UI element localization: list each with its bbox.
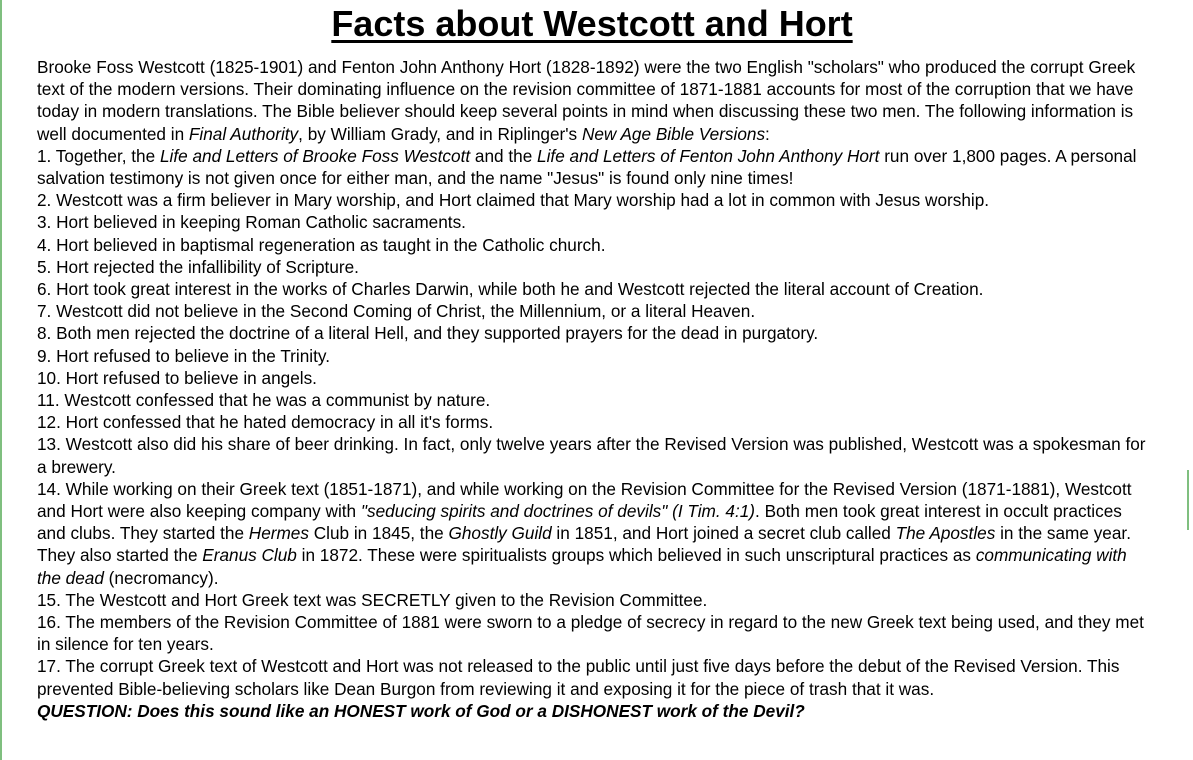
fact-item [37,433,1147,477]
text-run: and the [470,145,538,166]
closing-question: QUESTION: Does this sound like an HONEST work of God or a DISHONEST work of the Devil? [37,700,805,721]
page-title: Facts about Westcott and Hort [331,3,853,44]
text-run: 13. Westcott also did his share of beer drinking. In fact, only twelve years after the Revised Version was published, Westcott was a spokesman for a brewery. [37,434,1146,477]
fact-item [37,611,1147,655]
text-run: 8. Both men rejected the doctrine of a literal Hell, and they supported prayers for the dead in purgatory. [37,323,819,344]
document-body [37,56,1147,722]
document-page [37,0,1147,722]
text-run: , by William Grady, and in Riplinger's [298,123,582,144]
text-run: 5. Hort rejected the infallibility of Scripture. [37,256,359,277]
text-run: 14. While working on their Greek text (1851-1871), and while working on the Revision Committee for the Revised Version (1871-1881), Westcott and Hort were also keeping company with [37,478,1132,522]
text-run: 16. The members of the Revision Committee of 1881 were sworn to a pledge of secrecy in regard to the new Greek text being used, and they met in silence for ten years. [37,612,1144,655]
text-run: 12. Hort confessed that he hated democracy in all it's forms. [37,412,494,433]
fact-item [37,322,1147,344]
text-run: 7. Westcott did not believe in the Second Coming of Christ, the Millennium, or a literal Heaven. [37,301,756,322]
fact-item [37,478,1147,589]
text-run: 3. Hort believed in keeping Roman Catholic sacraments. [37,212,466,233]
text-run: 2. Westcott was a firm believer in Mary worship, and Hort claimed that Mary worship had a lot in common with Jesus worship. [37,190,990,211]
text-run: run over 1,800 pages. A personal salvation testimony is not given once for either man, and the name "Jesus" is found only nine times! [37,145,1137,189]
text-run: Brooke Foss Westcott (1825-1901) and Fenton John Anthony Hort (1828-1892) were the two English "scholars" who produced the corrupt Greek text of the modern versions. Their dominating influence on the revision committee of 1871-1881 accounts for most of the corruption that we have today in modern translations. The Bible believer should keep several points in mind when discussing these two men. The following information is well documented in [37,57,1136,144]
italic-text-run: Life and Letters of Fenton John Anthony Hort [537,145,880,166]
fact-item [37,655,1147,699]
italic-text-run: Eranus Club [202,545,297,566]
italic-text-run: Ghostly Guild [448,523,552,544]
italic-text-run: Final Authority [188,123,299,144]
text-run: . Both men took great interest in occult practices and clubs. They started the [37,501,1122,544]
fact-item [37,411,1147,433]
text-run: 9. Hort refused to believe in the Trinity. [37,345,330,366]
fact-item [37,189,1147,211]
text-run: in the same year. They also started the [37,523,1131,566]
text-run: 10. Hort refused to believe in angels. [37,367,317,388]
text-run: (necromancy). [103,567,219,588]
text-run: 17. The corrupt Greek text of Westcott and Hort was not released to the public until just five days before the debut of the Revised Version. This prevented Bible-believing scholars like Dean Burgon from reviewing it and exposing it for the piece of trash that it was. [37,656,1120,699]
text-run: 6. Hort took great interest in the works of Charles Darwin, while both he and Westcott rejected the literal account of Creation. [37,279,984,300]
fact-item [37,234,1147,256]
facts-list [37,145,1147,700]
text-run: 1. Together, the [37,145,160,166]
italic-text-run: "seducing spirits and doctrines of devils" (I Tim. 4:1) [360,501,756,522]
fact-item [37,300,1147,322]
text-run: : [765,123,770,144]
fact-item [37,589,1147,611]
italic-text-run: New Age Bible Versions [581,123,766,144]
italic-text-run: Life and Letters of Brooke Foss Westcott [159,145,471,166]
left-border [0,0,2,760]
fact-item [37,367,1147,389]
text-run: in 1851, and Hort joined a secret club called [551,523,896,544]
italic-text-run: The Apostles [895,523,996,544]
text-run: Club in 1845, the [308,523,449,544]
intro-paragraph [37,56,1147,145]
text-run: 11. Westcott confessed that he was a communist by nature. [37,390,491,411]
fact-item [37,278,1147,300]
text-run: in 1872. These were spiritualists groups which believed in such unscriptural practices as [296,545,976,566]
fact-item [37,145,1147,189]
text-run: 15. The Westcott and Hort Greek text was SECRETLY given to the Revision Committee. [37,589,708,610]
fact-item [37,211,1147,233]
italic-text-run: communicating with the dead [37,545,1127,588]
fact-item [37,345,1147,367]
text-run: 4. Hort believed in baptismal regeneration as taught in the Catholic church. [37,234,606,255]
right-border-fragment [1187,470,1189,530]
fact-item [37,256,1147,278]
fact-item [37,389,1147,411]
italic-text-run: Hermes [248,523,309,544]
